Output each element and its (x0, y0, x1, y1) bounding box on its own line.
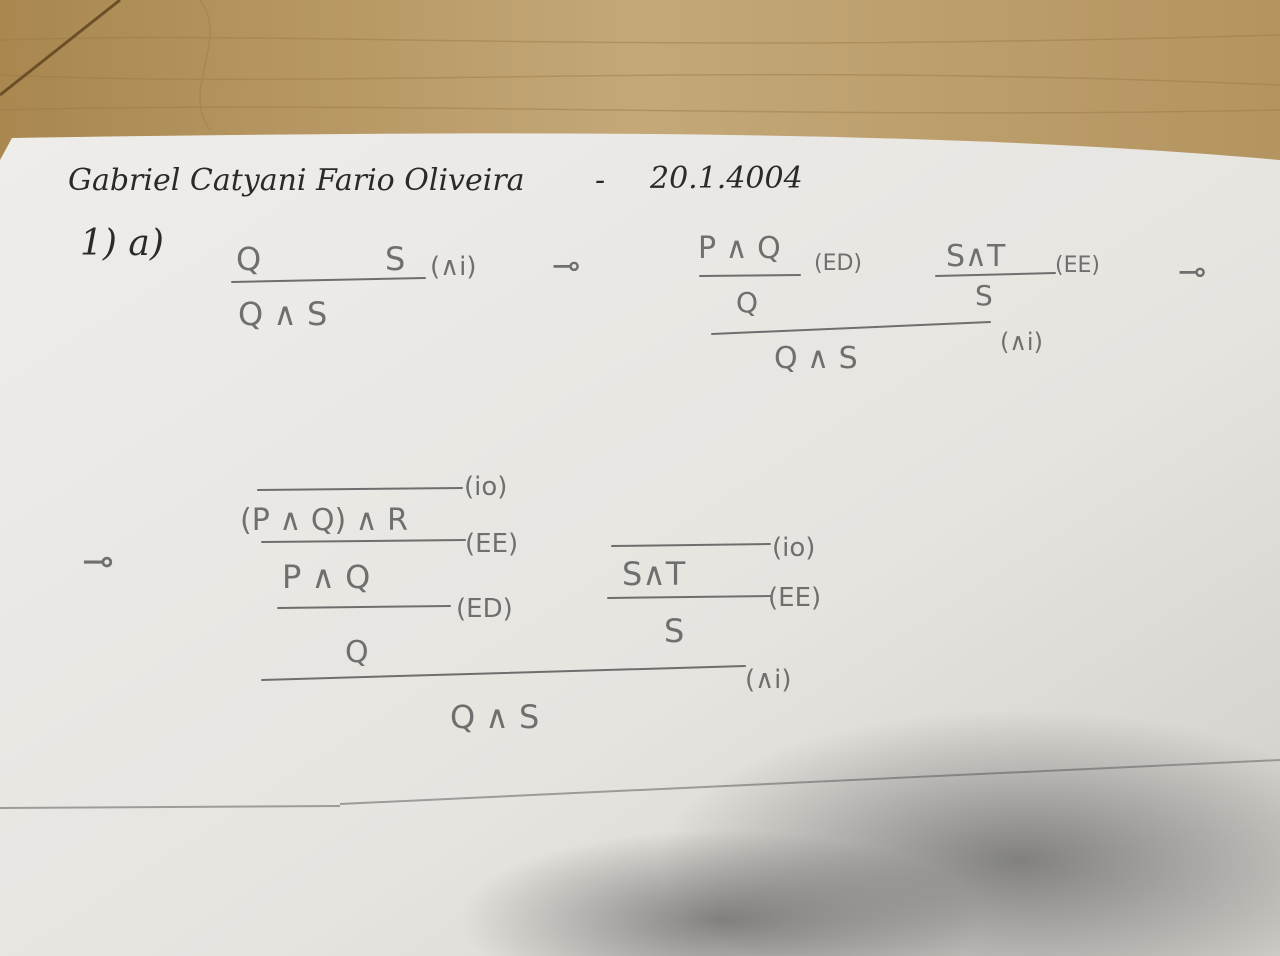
proof1-premise-right: S (385, 240, 406, 278)
proof3-line2-rule: (ED) (456, 594, 513, 624)
proof3-line3: Q (345, 635, 369, 670)
proof2-p1-rule: (ED) (814, 251, 863, 276)
proof1-conclusion: Q ∧ S (238, 295, 328, 333)
proof3-line2: P ∧ Q (282, 558, 371, 596)
student-number: 20.1.4004 (650, 161, 803, 196)
proof3-conclusion: Q ∧ S (450, 698, 540, 736)
proof2-conclusion: Q ∧ S (774, 341, 858, 376)
proof3-right-line1: S∧T (622, 555, 686, 593)
proof2-p1-premise: P ∧ Q (698, 231, 781, 266)
proof1-rule: (∧i) (430, 252, 477, 282)
proof2-p2-premise: S∧T (946, 239, 1006, 274)
proof2-p1-line (700, 275, 800, 276)
proof3-top-rule-left: (io) (464, 472, 508, 502)
header-dash: - (595, 163, 606, 198)
proof3-right-line1-rule: (EE) (768, 583, 822, 613)
exercise-label: 1) a) (80, 223, 164, 264)
proof2-arrow: ⊸ (1178, 252, 1207, 292)
proof3-line1: (P ∧ Q) ∧ R (240, 503, 409, 538)
proof1-premise-left: Q (236, 240, 262, 278)
proof2-p2-result: S (975, 279, 993, 312)
proof3-top-rule-right: (io) (772, 533, 816, 563)
proof2-rule: (∧i) (1000, 328, 1043, 356)
proof2-p2-rule: (EE) (1055, 253, 1100, 278)
proof1-arrow: ⊸ (552, 246, 581, 286)
student-name: Gabriel Catyani Fario Oliveira (68, 163, 525, 198)
proof3-rule: (∧i) (745, 665, 792, 695)
proof3-right-line2: S (664, 612, 685, 650)
proof2-p1-result: Q (736, 286, 759, 319)
proof3-line1-rule: (EE) (465, 529, 519, 559)
proof3-arrow: ⊸ (82, 539, 114, 583)
